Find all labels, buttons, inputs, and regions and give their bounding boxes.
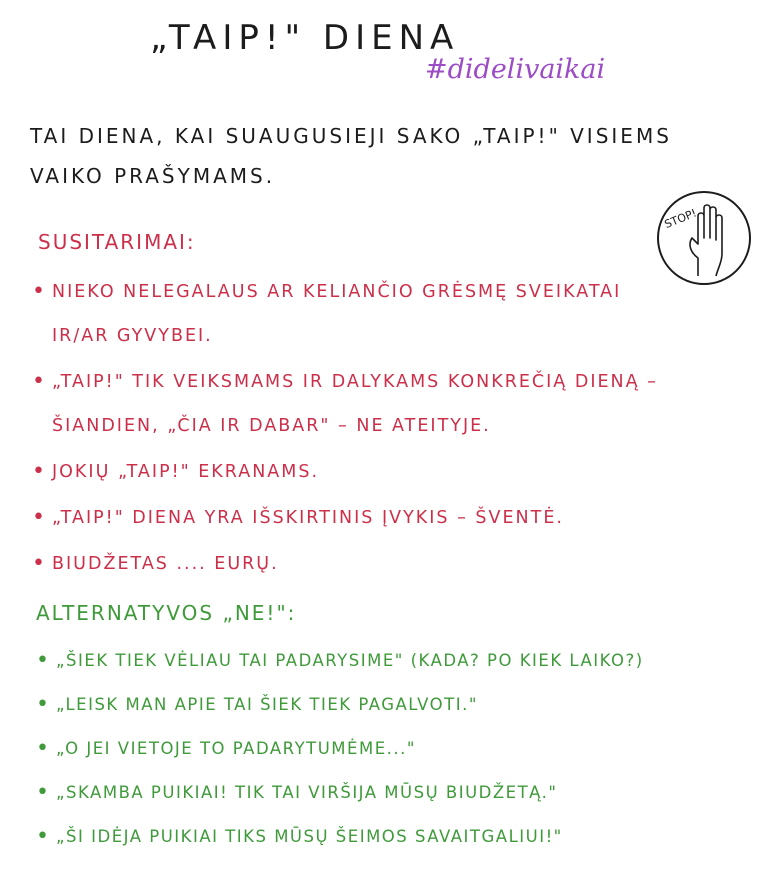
list-item xyxy=(30,450,670,494)
hashtag: #didelivaikai xyxy=(425,54,606,85)
list-item xyxy=(30,542,670,586)
alternative-text: „LEISK MAN APIE TAI ŠIEK TIEK PAGALVOTI." xyxy=(56,695,478,714)
list-item xyxy=(34,776,764,810)
alternatives-list xyxy=(34,644,764,864)
intro-text: TAI DIENA, KAI SUAUGUSIEJI SAKO „TAIP!" VISIEMS VAIKO PRAŠYMAMS. xyxy=(30,124,672,188)
bullet-icon: • xyxy=(36,824,51,849)
rules-list xyxy=(30,270,670,588)
bullet-icon: • xyxy=(36,780,51,805)
alternatives-title: ALTERNATYVOS „NE!": xyxy=(36,601,297,625)
bullet-icon: • xyxy=(36,648,51,673)
bullet-icon: • xyxy=(32,505,47,530)
rule-text: BIUDŽETAS .... EURŲ. xyxy=(52,554,279,574)
page-title: „TAIP!" DIENA xyxy=(150,18,460,58)
rules-title: SUSITARIMAI: xyxy=(38,230,196,254)
rule-text: NIEKO NELEGALAUS AR KELIANČIO GRĖSMĘ SVEIKATAI IR/AR GYVYBEI. xyxy=(52,282,622,346)
alternative-text: „O JEI VIETOJE TO PADARYTUMĖME..." xyxy=(56,739,416,758)
alternative-text: „ŠIEK TIEK VĖLIAU TAI PADARYSIME" (KADA? PO KIEK LAIKO?) xyxy=(56,651,644,670)
bullet-icon: • xyxy=(32,279,47,304)
bullet-icon: • xyxy=(36,736,51,761)
stop-label: STOP! xyxy=(662,206,699,231)
list-item xyxy=(30,360,670,448)
list-item xyxy=(30,270,670,358)
alternative-text: „ŠI IDĖJA PUIKIAI TIKS MŪSŲ ŠEIMOS SAVAITGALIUI!" xyxy=(56,827,563,846)
bullet-icon: • xyxy=(32,459,47,484)
list-item xyxy=(34,688,764,722)
bullet-icon: • xyxy=(32,369,47,394)
rule-text: JOKIŲ „TAIP!" EKRANAMS. xyxy=(52,462,320,482)
list-item xyxy=(30,496,670,540)
bullet-icon: • xyxy=(32,551,47,576)
alternative-text: „SKAMBA PUIKIAI! TIK TAI VIRŠIJA MŪSŲ BIUDŽETĄ." xyxy=(56,783,558,802)
rule-text: „TAIP!" TIK VEIKSMAMS IR DALYKAMS KONKREČIĄ DIENĄ – ŠIANDIEN, „ČIA IR DABAR" – NE ATEITYJE. xyxy=(52,372,658,436)
list-item xyxy=(34,820,764,854)
list-item xyxy=(34,732,764,766)
bullet-icon: • xyxy=(36,692,51,717)
rule-text: „TAIP!" DIENA YRA IŠSKIRTINIS ĮVYKIS – ŠVENTĖ. xyxy=(52,508,564,528)
list-item xyxy=(34,644,764,678)
